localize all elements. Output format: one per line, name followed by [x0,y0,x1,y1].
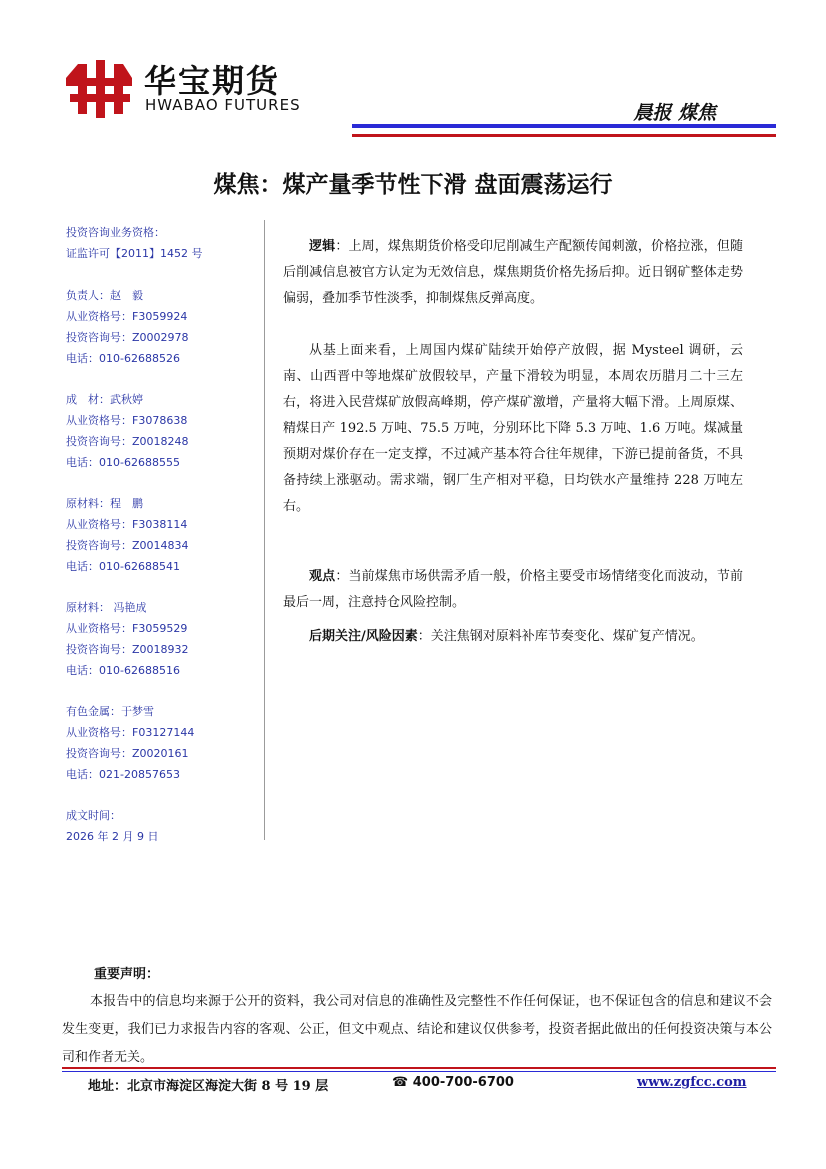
sidebar-line: 电话：021-20857653 [66,768,180,781]
footer-divider-red [62,1067,776,1069]
sidebar-line: 投资咨询号：Z0018248 [66,435,189,448]
sidebar-line: 原材料：程 鹏 [66,497,143,510]
company-logo [66,58,316,124]
sidebar-line: 负责人：赵 毅 [66,289,143,302]
paragraph-label: 后期关注/风险因素 [309,629,418,644]
sidebar-line: 电话：010-62688555 [66,456,180,469]
paragraph-fundamentals [283,338,743,520]
footer-address: 地址：北京市海淀区海淀大街 8 号 19 层 [88,1079,329,1094]
analyst-sidebar [34,220,265,843]
paragraph-risk [283,624,743,650]
paragraph-text: 从基上面来看，上周国内煤矿陆续开始停产放假，据 Mysteel 调研，云南、山西晋中等地煤矿放假较早，产量下滑较为明显，本周农历腊月二十三左右，将进入民营煤矿放假高峰期，停产煤矿激增，产量将大幅下滑。上周原煤、精煤日产 192.5 万吨、75.5 万吨，分别环比下降 5.3 万吨、1.6 万吨。煤减量预期对煤价存在一定支撑，不过减产基本符合往年规律，下游已提前备货，不具备持续上涨驱动。需求端，钢厂生产相对平稳，日均铁水产量维持 228 万吨左右。 [283,343,743,514]
sidebar-line: 投资咨询业务资格： [66,226,165,239]
sidebar-line: 成 材：武秋婷 [66,393,143,406]
sidebar-line: 电话：010-62688526 [66,352,180,365]
sidebar-line: 成文时间： [66,809,121,822]
logo-chinese-text: 华宝期货 [144,62,281,100]
report-title: 煤焦：煤产量季节性下滑 盘面震荡运行 [213,171,613,198]
sidebar-line: 有色金属：于梦雪 [66,705,154,718]
sidebar-line: 从业资格号：F3059529 [66,622,188,635]
sidebar-line: 从业资格号：F03127144 [66,726,195,739]
sidebar-line: 证监许可【2011】1452 号 [66,247,203,260]
footer-phone [392,1075,514,1090]
paragraph-view [283,564,743,616]
paragraph-logic [283,234,743,312]
disclaimer-text: 本报告中的信息均来源于公开的资料，我公司对信息的准确性及完整性不作任何保证，也不保证包含的信息和建议不会发生变更，我们已力求报告内容的客观、公正，但文中观点、结论和建议仅供参考，投资者据此做出的任何投资决策与本公司和作者无关。 [62,994,772,1065]
disclaimer-heading: 重要声明： [94,967,160,982]
sidebar-line: 投资咨询号：Z0018932 [66,643,189,656]
paragraph-text: ：上周，煤焦期货价格受印尼削减生产配额传闻刺激，价格拉涨，但随后削减信息被官方认定为无效信息，煤焦期货价格先扬后抑。近日钢矿整体走势偏弱，叠加季节性淡季，抑制煤焦反弹高度。 [283,239,743,306]
paragraph-text: ：关注焦钢对原料补库节奏变化、煤矿复产情况。 [417,629,704,644]
sidebar-line: 投资咨询号：Z0020161 [66,747,189,760]
sidebar-line: 电话：010-62688541 [66,560,180,573]
sidebar-line: 投资咨询号：Z0002978 [66,331,189,344]
sidebar-line: 2026 年 2 月 9 日 [66,830,159,843]
header-divider-blue [352,124,776,128]
sidebar-line: 从业资格号：F3078638 [66,414,188,427]
paragraph-label: 观点 [309,569,336,584]
phone-icon: ☎ [392,1075,409,1090]
sidebar-line: 投资咨询号：Z0014834 [66,539,189,552]
sidebar-line: 原材料： 冯艳成 [66,601,147,614]
sidebar-line: 电话：010-62688516 [66,664,180,677]
report-type-tag: 晨报 煤焦 [633,102,716,124]
logo-english-text: HWABAO FUTURES [145,96,301,114]
hwabao-logo-mark-icon [66,58,134,120]
paragraph-label: 逻辑 [309,239,336,254]
footer-divider-blue [62,1071,776,1072]
sidebar-line: 从业资格号：F3059924 [66,310,188,323]
paragraph-text: ：当前煤焦市场供需矛盾一般，价格主要受市场情绪变化而波动，节前最后一周，注意持仓风险控制。 [283,569,743,610]
sidebar-line: 从业资格号：F3038114 [66,518,188,531]
footer-phone-number: 400-700-6700 [412,1075,514,1090]
header-divider-red [352,134,776,137]
footer-website-link[interactable]: www.zgfcc.com [637,1075,747,1090]
